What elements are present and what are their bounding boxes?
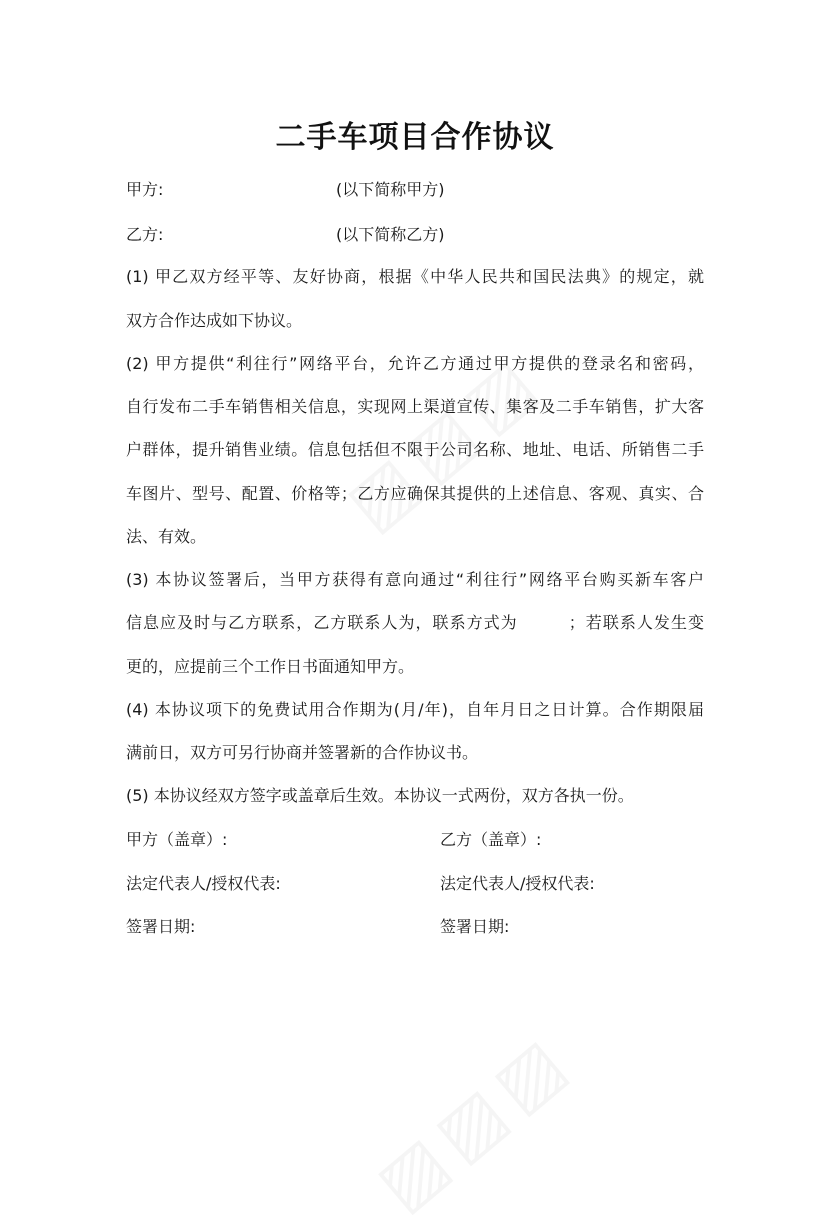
party-a-date-label: 签署日期: (126, 917, 196, 936)
party-b-note: (以下简称乙方) (336, 225, 445, 244)
watermark (360, 1016, 588, 1226)
clause-1-line-1: (1) 甲乙双方经平等、友好协商，根据《中华人民共和国民法典》的规定，就 (126, 267, 704, 286)
party-a-representative-label: 法定代表人/授权代表: (126, 874, 281, 893)
party-a-note: (以下简称甲方) (336, 180, 445, 199)
party-b-representative-label: 法定代表人/授权代表: (440, 874, 595, 893)
party-b-label: 乙方: (126, 225, 164, 244)
clause-2-line-2: 自行发布二手车销售相关信息，实现网上渠道宣传、集客及二手车销售，扩大客 (126, 397, 704, 416)
clause-4-line-2: 满前日，双方可另行协商并签署新的合作协议书。 (126, 743, 479, 762)
clause-3-line-1: (3) 本协议签署后，当甲方获得有意向通过“利往行”网络平台购买新车客户 (126, 570, 704, 589)
party-a-label: 甲方: (126, 180, 164, 199)
party-b-seal-label: 乙方（盖章）: (440, 830, 542, 849)
clause-3-line-2: 信息应及时与乙方联系，乙方联系人为，联系方式为 ；若联系人发生变 (126, 613, 704, 632)
clause-2-line-4: 车图片、型号、配置、价格等；乙方应确保其提供的上述信息、客观、真实、合 (126, 484, 704, 503)
clause-2-line-1: (2) 甲方提供“利往行”网络平台，允许乙方通过甲方提供的登录名和密码， (126, 354, 704, 373)
clause-5-line-1: (5) 本协议经双方签字或盖章后生效。本协议一式两份，双方各执一份。 (126, 786, 634, 805)
party-b-date-label: 签署日期: (440, 917, 510, 936)
clause-4-line-1: (4) 本协议项下的免费试用合作期为(月/年)，自年月日之日计算。合作期限届 (126, 700, 704, 719)
clause-3-line-3: 更的，应提前三个工作日书面通知甲方。 (126, 657, 415, 676)
clause-2-line-5: 法、有效。 (126, 527, 207, 546)
document-title: 二手车项目合作协议 (275, 120, 555, 155)
clause-2-line-3: 户群体，提升销售业绩。信息包括但不限于公司名称、地址、电话、所销售二手 (126, 440, 704, 459)
party-a-seal-label: 甲方（盖章）: (126, 830, 228, 849)
clause-1-line-2: 双方合作达成如下协议。 (126, 311, 303, 330)
